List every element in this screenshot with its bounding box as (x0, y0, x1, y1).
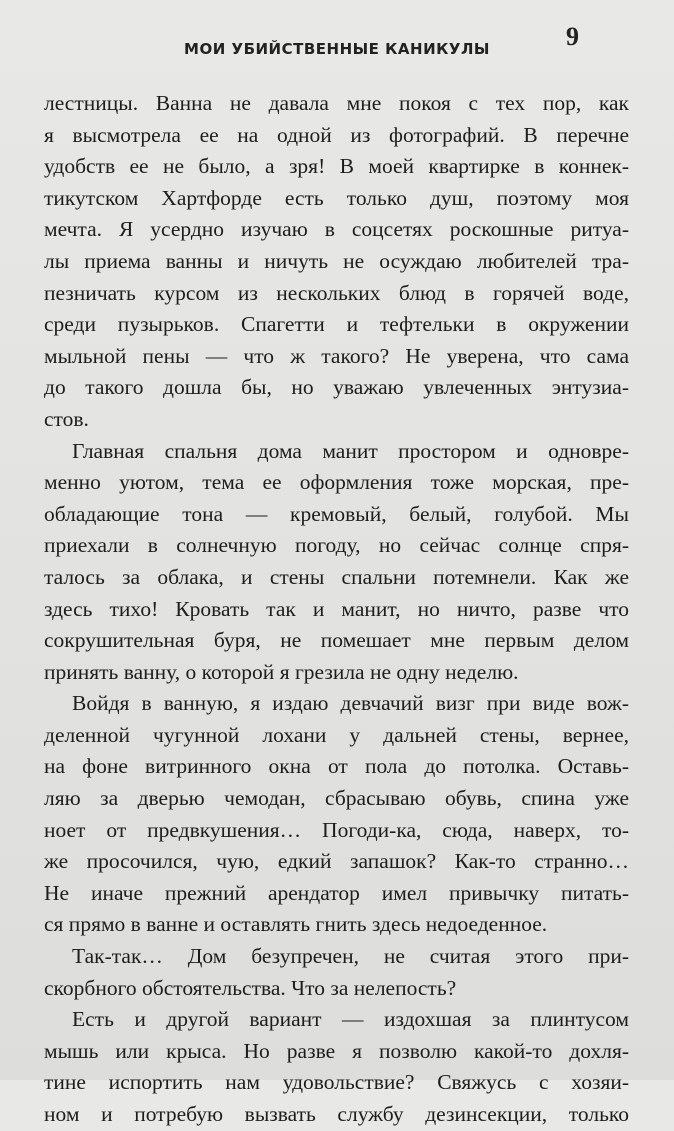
text-line: менно уютом, тема ее оформления тоже морская, пре- (44, 470, 629, 495)
text-line: Главная спальня дома манит простором и одновре- (72, 438, 629, 463)
text-line: талось за облака, и стены спальни потемнели. Как же (44, 564, 629, 589)
text-line: Есть и другой вариант — издохшая за плинтусом (72, 1007, 629, 1032)
text-line: мечта. Я усердно изучаю в соцсетях роскошные ритуа- (44, 217, 629, 242)
text-line: Так-так… Дом безупречен, не считая этого при- (72, 944, 629, 969)
text-line: Не иначе прежний арендатор имел привычку питать- (44, 880, 629, 905)
page-number: 9 (566, 22, 579, 51)
text-line: мыльной пены — что ж такого? Не уверена, что сама (44, 343, 629, 368)
text-line: приехали в солнечную погоду, но сейчас солнце спря- (44, 533, 629, 558)
text-line: среди пузырьков. Спагетти и тефтельки в окружении (44, 312, 629, 337)
text-line: я высмотрела ее на одной из фотографий. В перечне (44, 122, 629, 147)
text-line: лестницы. Ванна не давала мне покоя с тех пор, как (44, 91, 629, 115)
text-line: тикутском Хартфорде есть только душ, поэтому моя (44, 185, 629, 210)
text-line: удобств ее не было, а зря! В моей квартирке в коннек- (44, 154, 629, 179)
text-line: ном и потребую вызвать службу дезинсекции, только (44, 1102, 629, 1126)
text-line: ляю за дверью чемодан, сбрасываю обувь, спина уже (44, 786, 629, 811)
text-line: принять ванну, о которой я грезила не одну неделю. (44, 659, 519, 684)
text-line: же просочился, чую, едкий запашок? Как-то странно… (44, 849, 629, 874)
running-title: МОИ УБИЙСТВЕННЫЕ КАНИКУЛЫ (184, 40, 490, 58)
text-line: здесь тихо! Кровать так и манит, но ничто, разве что (44, 596, 629, 621)
text-line: ноет от предвкушения… Погоди-ка, сюда, наверх, то- (44, 817, 629, 842)
text-line: на фоне витринного окна от пола до потолка. Оставь- (44, 754, 629, 779)
text-line: деленной чугунной лохани у дальней стены, вернее, (44, 722, 629, 747)
text-line: до такого дошла бы, но уважаю увлеченных энтузиа- (44, 375, 629, 400)
text-line: Войдя в ванную, я издаю девчачий визг при виде вож- (72, 691, 629, 716)
text-line: ся прямо в ванне и оставлять гнить здесь недоеденное. (44, 912, 548, 937)
body-text (44, 88, 629, 1131)
text-line: мышь или крыса. Но разве я позволю какой-то дохля- (44, 1038, 629, 1063)
text-line: пезничать курсом из нескольких блюд в горячей воде, (44, 280, 629, 305)
text-line: сокрушительная буря, не помешает мне первым делом (44, 628, 629, 653)
text-line: обладающие тона — кремовый, белый, голубой. Мы (44, 501, 629, 526)
text-line: тине испортить нам удовольствие? Свяжусь с хозяи- (44, 1070, 629, 1095)
text-line: стов. (44, 406, 89, 431)
text-line: скорбного обстоятельства. Что за нелепость? (44, 975, 457, 1000)
text-line: лы приема ванны и ничуть не осуждаю любителей тра- (44, 248, 629, 273)
